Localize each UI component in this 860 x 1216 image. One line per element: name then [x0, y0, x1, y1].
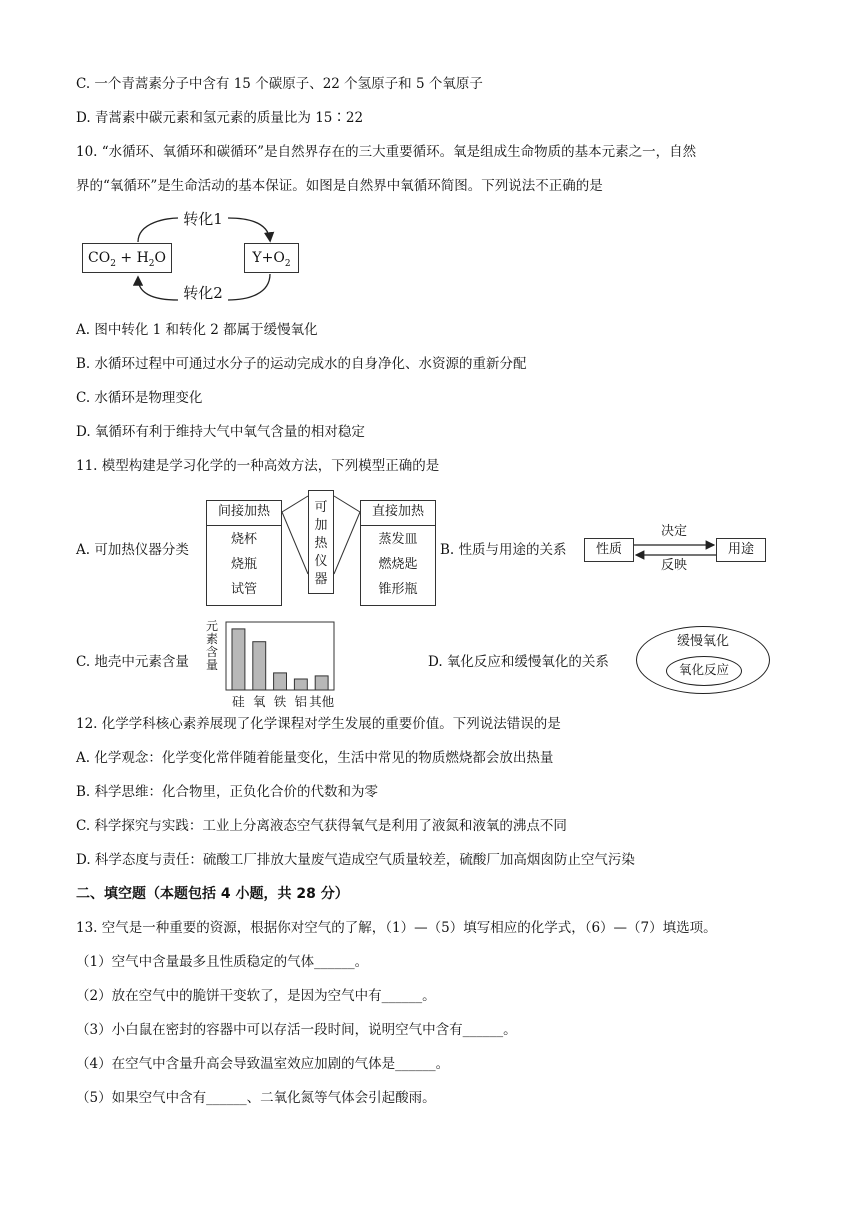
transform1-label: 转化1: [183, 210, 223, 228]
o-text: O: [154, 250, 166, 266]
q13-part-3: （3）小白鼠在密封的容器中可以存活一段时间，说明空气中含有______。: [76, 1022, 517, 1038]
ylabel-char-4: 量: [205, 658, 218, 672]
bar-label-1: 硅: [232, 694, 245, 709]
indirect-item-2: 烧瓶: [230, 557, 257, 572]
bar-label-3: 铁: [273, 694, 287, 709]
center-char-5: 器: [314, 572, 328, 587]
property-use-diagram: [584, 524, 774, 574]
indirect-divider: [207, 525, 281, 526]
transform2-label: 转化2: [183, 284, 223, 302]
bar-2: [253, 642, 266, 690]
q11-stem: 11. 模型构建是学习化学的一种高效方法，下列模型正确的是: [76, 458, 440, 474]
center-char-4: 仪: [314, 554, 328, 569]
q11-option-b-label: B. 性质与用途的关系: [440, 542, 567, 558]
section-heading: 二、填空题（本题包括 4 小题，共 28 分）: [76, 886, 349, 902]
chart-ylabel: [204, 620, 220, 672]
direct-item-1: 蒸发皿: [378, 532, 418, 547]
q10-option-c: C. 水循环是物理变化: [76, 390, 203, 406]
q11-option-d-label: D. 氧化反应和缓慢氧化的关系: [428, 654, 609, 670]
q10-option-d: D. 氧循环有利于维持大气中氧气含量的相对稳定: [76, 424, 365, 440]
q12-option-b: B. 科学思维：化合物里，正负化合价的代数和为零: [76, 784, 379, 800]
heatable-center-box: [308, 490, 334, 594]
q11-option-a-label: A. 可加热仪器分类: [76, 542, 189, 558]
oxidation-relation-diagram: [636, 626, 772, 696]
reflect-label: 反映: [660, 558, 687, 573]
q10-option-a: A. 图中转化 1 和转化 2 都属于缓慢氧化: [76, 322, 318, 338]
direct-heating-title: 直接加热: [371, 504, 424, 519]
co2-subscript: 2: [110, 258, 116, 269]
direct-item-3: 锥形瓶: [378, 582, 418, 597]
bar-5: [315, 676, 328, 690]
center-char-3: 热: [314, 536, 328, 551]
indirect-heating-box: [206, 500, 282, 606]
inner-ellipse-label: 氧化反应: [678, 662, 729, 677]
q11-option-c-label: C. 地壳中元素含量: [76, 654, 189, 670]
ylabel-char-1: 元: [205, 619, 218, 633]
center-char-1: 可: [314, 500, 328, 515]
co2-text: CO: [88, 250, 111, 266]
q13-part-4: （4）在空气中含量升高会导致温室效应加剧的气体是______。: [76, 1056, 450, 1072]
q12-option-d: D. 科学态度与责任：硫酸工厂排放大量废气造成空气质量较差，硫酸厂加高烟囱防止空气污染: [76, 852, 635, 868]
q13-part-2: （2）放在空气中的脆饼干变软了，是因为空气中有______。: [76, 988, 436, 1004]
direct-divider: [361, 525, 435, 526]
bar-label-4: 铝: [294, 694, 308, 709]
q12-stem: 12. 化学学科核心素养展现了化学课程对学生发展的重要价值。下列说法错误的是: [76, 716, 561, 732]
indirect-item-3: 试管: [230, 582, 257, 597]
use-text: 用途: [727, 542, 754, 557]
bar-label-2: 氧: [252, 694, 266, 709]
o2-subscript: 2: [284, 258, 291, 269]
direct-item-2: 燃烧匙: [378, 557, 418, 572]
bar-4: [294, 679, 307, 690]
cycle-right-box: [244, 243, 299, 273]
q10-stem-line2: 界的“氧循环”是生命活动的基本保证。如图是自然界中氧循环简图。下列说法不正确的是: [76, 178, 603, 194]
bar-1: [232, 629, 245, 690]
q9-option-c: C. 一个青蒿素分子中含有 15 个碳原子、22 个氢原子和 5 个氧原子: [76, 76, 483, 92]
q10-stem-line1: 10. “水循环、氧循环和碳循环”是自然界存在的三大重要循环。氧是组成生命物质的基本元素之一，自然: [76, 144, 697, 160]
cycle-left-box: [82, 243, 172, 273]
outer-ellipse-label: 缓慢氧化: [676, 634, 729, 649]
bar-label-5: 其他: [309, 694, 335, 709]
q13-part-5: （5）如果空气中含有______、二氧化氮等气体会引起酸雨。: [76, 1090, 436, 1106]
q9-option-d: D. 青蒿素中碳元素和氢元素的质量比为 15∶22: [76, 110, 364, 126]
q12-option-a: A. 化学观念：化学变化常伴随着能量变化，生活中常见的物质燃烧都会放出热量: [76, 750, 554, 766]
plus-h-text: + H: [115, 250, 149, 266]
center-char-2: 加: [314, 518, 328, 533]
h2-subscript: 2: [148, 258, 155, 269]
q13-stem: 13. 空气是一种重要的资源，根据你对空气的了解，（1）—（5）填写相应的化学式，（6）—（7）填选项。: [76, 920, 717, 936]
crust-element-chart: [204, 620, 339, 712]
q13-part-1: （1）空气中含量最多且性质稳定的气体______。: [76, 954, 369, 970]
bar-chart-svg: [224, 620, 339, 712]
ylabel-char-2: 素: [205, 632, 218, 646]
indirect-item-1: 烧杯: [230, 532, 257, 547]
property-text: 性质: [595, 542, 622, 557]
bar-3: [274, 673, 287, 690]
indirect-heating-title: 间接加热: [217, 504, 270, 519]
ylabel-char-3: 含: [205, 645, 218, 659]
q10-option-b: B. 水循环过程中可通过水分子的运动完成水的自身净化、水资源的重新分配: [76, 356, 527, 372]
direct-heating-box: [360, 500, 436, 606]
y-o2-text: Y+O: [252, 250, 285, 266]
decide-label: 决定: [660, 524, 687, 539]
q12-option-c: C. 科学探究与实践：工业上分离液态空气获得氧气是利用了液氮和液氧的沸点不同: [76, 818, 567, 834]
oxygen-cycle-diagram: [78, 210, 318, 310]
